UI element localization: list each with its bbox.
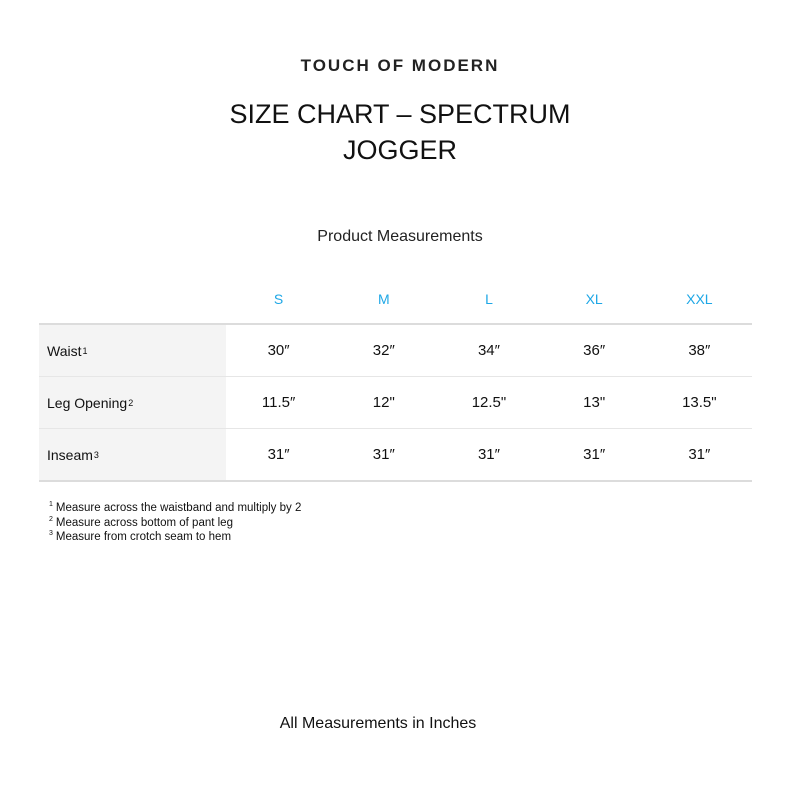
table-caption: Product Measurements [317,228,483,245]
header-empty-cell [39,274,226,323]
table-cell: 31″ [688,446,711,463]
table-cell: 13" [583,394,606,411]
footnote-text: Measure from crotch seam to hem [55,531,232,543]
footnote-mark: 1 [49,501,53,509]
brand-logo-text: TOUCH OF MODERN [300,56,500,75]
table-cell: 38″ [688,342,711,359]
row-label-text: Waist [47,342,82,359]
table-cell: 30″ [267,342,290,359]
table-cell: 31″ [267,446,290,463]
row-label-text: Inseam [47,446,93,463]
table-cell: 12" [372,394,395,411]
row-label-text: Leg Opening [47,394,128,411]
title-line-2: JOGGER [342,135,457,165]
table-row-inseam [39,429,752,482]
footnote-2 [49,516,301,531]
page-title [0,96,800,168]
table-cell: 32″ [372,342,395,359]
size-header-row [39,274,752,325]
footnote-3 [49,530,301,545]
row-label-leg-opening: Leg Opening 2 [39,377,226,428]
footnote-text: Measure across bottom of pant leg [55,516,233,529]
size-header-xxl: XXL [686,290,713,307]
title-line-1: SIZE CHART – SPECTRUM [229,99,571,129]
size-header-l: L [485,290,493,307]
table-cell: 36″ [583,342,606,359]
table-cell: 12.5" [471,394,507,411]
footnote-mark: 3 [49,530,53,538]
table-cell: 11.5″ [261,394,296,411]
footnote-1 [49,501,301,516]
size-header-m: M [377,290,390,307]
size-header-xl: XL [585,290,603,307]
table-cell: 31″ [372,446,395,463]
row-label-inseam: Inseam 3 [39,429,226,480]
units-note: All Measurements in Inches [279,715,477,732]
table-row-leg-opening [39,377,752,429]
footnote-mark: 2 [49,515,53,523]
table-cell: 34″ [477,342,500,359]
table-row-waist [39,325,752,377]
size-chart-table [39,274,752,482]
size-header-s: S [273,290,284,307]
table-cell: 31″ [583,446,606,463]
row-label-waist: Waist 1 [39,325,226,376]
table-cell: 13.5" [682,394,717,411]
footnotes [49,501,301,545]
table-cell: 31″ [477,446,500,463]
footnote-text: Measure across the waistband and multiply by 2 [55,502,302,514]
